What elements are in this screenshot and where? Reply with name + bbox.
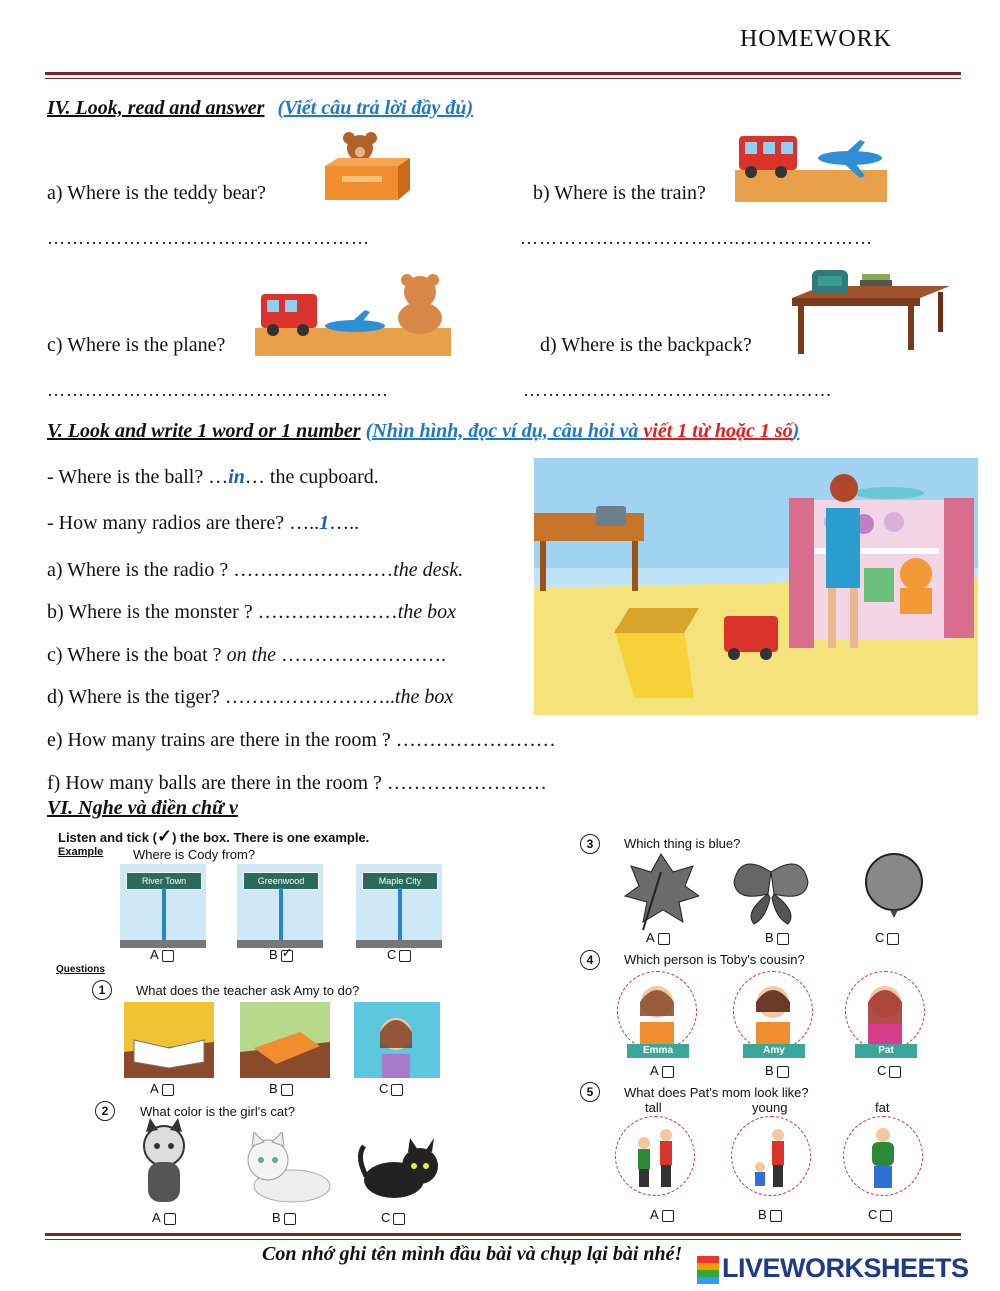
section5-example-1 xyxy=(47,466,379,489)
option-letter: A xyxy=(650,1063,659,1078)
option-letter: A xyxy=(646,930,655,945)
liveworksheets-brand[interactable]: LIVEWORKSHEETS xyxy=(722,1253,969,1283)
checkbox[interactable] xyxy=(281,1084,293,1096)
option-letter: A xyxy=(152,1210,161,1225)
young-person-image xyxy=(731,1116,811,1196)
section4-note: (Viết câu trả lời đầy đủ) xyxy=(277,97,474,119)
q6-5-text: What does Pat's mom look like? xyxy=(624,1085,809,1100)
word-young: young xyxy=(752,1100,788,1115)
option-letter: B xyxy=(765,1063,774,1078)
example2-answer: 1 xyxy=(319,512,330,534)
leaf-image xyxy=(623,852,699,932)
q6-5-option-c[interactable] xyxy=(868,1207,892,1222)
example-option-a[interactable] xyxy=(150,947,174,962)
checkbox[interactable] xyxy=(777,933,789,945)
section6-title: VI. Nghe và điền chữ v xyxy=(47,797,238,819)
sign-b xyxy=(237,864,323,948)
option-letter: A xyxy=(150,1081,159,1096)
page-header-title: HOMEWORK xyxy=(740,26,892,52)
q5c-text: c) Where is the boat ? xyxy=(47,644,227,666)
option-letter: C xyxy=(875,930,885,945)
checkbox[interactable] xyxy=(662,1210,674,1222)
q5f[interactable]: f) How many balls are there in the room ? …………………… xyxy=(47,772,547,794)
q6-1-option-c[interactable] xyxy=(379,1081,403,1096)
q6-4-option-a[interactable] xyxy=(650,1063,674,1078)
liveworksheets-logo-icon xyxy=(697,1256,719,1284)
checkbox[interactable] xyxy=(777,1066,789,1078)
tick-icon: ✓ xyxy=(281,944,293,960)
fat-person-image xyxy=(843,1116,923,1196)
black-cat-image xyxy=(356,1136,448,1208)
section5-example-2 xyxy=(47,512,359,535)
q6-3-option-b[interactable] xyxy=(765,930,789,945)
section5-heading xyxy=(47,420,799,443)
q5a-text: a) Where is the radio ? …………………… xyxy=(47,559,394,581)
option-letter: A xyxy=(150,947,159,962)
plane-train-teddy-image xyxy=(255,270,451,356)
q6-3-text: Which thing is blue? xyxy=(624,836,741,851)
teddy-in-box-image xyxy=(320,130,415,202)
section6-instruction xyxy=(58,826,369,847)
q6-1-option-b[interactable] xyxy=(269,1081,293,1096)
option-letter: B xyxy=(269,1081,278,1096)
q6-5-option-b[interactable] xyxy=(758,1207,782,1222)
q4c-text: c) Where is the plane? xyxy=(47,334,226,356)
section5-note-b: viết 1 từ hoặc 1 số xyxy=(643,420,793,442)
amy-label: Amy xyxy=(743,1044,805,1058)
checkbox-checked[interactable] xyxy=(281,944,293,962)
q6-4-option-c[interactable] xyxy=(877,1063,901,1078)
sign-c-label: Maple City xyxy=(362,872,438,890)
q5d-tail: the box xyxy=(394,686,454,708)
q4a-text: a) Where is the teddy bear? xyxy=(47,182,266,204)
q6-5-option-a[interactable] xyxy=(650,1207,674,1222)
option-letter: B xyxy=(765,930,774,945)
amy-portrait xyxy=(733,971,813,1051)
checkbox[interactable] xyxy=(887,933,899,945)
question-number-4: 4 xyxy=(580,950,600,970)
checkbox[interactable] xyxy=(662,1066,674,1078)
q6-1-option-a[interactable] xyxy=(150,1081,174,1096)
q5b[interactable] xyxy=(47,601,456,624)
sign-c xyxy=(356,864,442,948)
q5c-mid: on the xyxy=(226,644,276,666)
open-book-image xyxy=(124,1002,214,1078)
question-number-1: 1 xyxy=(92,980,112,1000)
q5d[interactable] xyxy=(47,686,453,709)
sign-c-pole xyxy=(398,888,402,940)
person-icon xyxy=(732,1117,810,1195)
sign-a-label: River Town xyxy=(126,872,202,890)
checkbox[interactable] xyxy=(162,950,174,962)
section5-note-c: ) xyxy=(792,420,800,442)
q4b-answer-line[interactable]: ……………………………..………………… xyxy=(520,228,873,248)
q5a-tail: the desk. xyxy=(393,559,464,581)
instruction-text: Listen and tick ( xyxy=(58,830,157,845)
example1-tail: … the cupboard. xyxy=(244,466,379,488)
section5-note-a: (Nhìn hình, đọc ví dụ, câu hỏi và xyxy=(365,420,644,442)
q5e[interactable]: e) How many trains are there in the room ? …………………… xyxy=(47,729,556,751)
tick-icon: ✓ xyxy=(156,826,173,846)
option-letter: C xyxy=(381,1210,391,1225)
example-label: Example xyxy=(58,846,104,858)
question-number-2: 2 xyxy=(95,1101,115,1121)
checkbox[interactable] xyxy=(658,933,670,945)
footer-note: Con nhớ ghi tên mình đầu bài và chụp lại bài nhé! xyxy=(262,1243,683,1265)
checkbox[interactable] xyxy=(164,1213,176,1225)
q6-2-option-c[interactable] xyxy=(381,1210,405,1225)
q4d-answer-line[interactable]: ………………………….……………… xyxy=(523,380,833,400)
person-icon xyxy=(844,1117,922,1195)
option-letter: C xyxy=(379,1081,389,1096)
room-picture xyxy=(534,458,978,715)
questions-label: Questions xyxy=(56,964,105,975)
sign-b-pole xyxy=(279,888,283,940)
top-rule-thin xyxy=(45,78,961,79)
sign-a-pole xyxy=(162,888,166,940)
sign-a xyxy=(120,864,206,948)
q6-2-text: What color is the girl's cat? xyxy=(140,1104,295,1119)
q6-3-option-a[interactable] xyxy=(646,930,670,945)
checkbox[interactable] xyxy=(162,1084,174,1096)
checkbox[interactable] xyxy=(880,1210,892,1222)
option-letter: B xyxy=(269,947,278,962)
tall-person-image xyxy=(615,1116,695,1196)
closed-book-image xyxy=(240,1002,330,1078)
option-letter: B xyxy=(272,1210,281,1225)
emma-portrait xyxy=(617,971,697,1051)
checkbox[interactable] xyxy=(284,1213,296,1225)
q4a-answer-line[interactable]: …………………………………………… xyxy=(47,228,370,248)
section4-heading xyxy=(47,97,473,120)
girl-portrait-icon xyxy=(734,972,812,1050)
bottom-rule-thin xyxy=(45,1239,961,1240)
pat-portrait xyxy=(845,971,925,1051)
q5c-dots: ……………………. xyxy=(276,644,446,666)
sign-b-label: Greenwood xyxy=(243,872,319,890)
word-fat: fat xyxy=(875,1100,890,1115)
q5b-text: b) Where is the monster ? ………………… xyxy=(47,601,398,623)
instruction-text-2: ) the box. There is one example. xyxy=(172,830,370,845)
white-cat-image xyxy=(236,1132,332,1206)
bottom-rule xyxy=(45,1233,961,1236)
backpack-table-image xyxy=(790,268,952,356)
person-icon xyxy=(616,1117,694,1195)
q6-2-option-b[interactable] xyxy=(272,1210,296,1225)
checkbox[interactable] xyxy=(889,1066,901,1078)
train-plane-image xyxy=(735,130,887,202)
option-letter: C xyxy=(868,1207,878,1222)
question-number-5: 5 xyxy=(580,1082,600,1102)
q4d-text: d) Where is the backpack? xyxy=(540,334,752,356)
checkbox[interactable] xyxy=(770,1210,782,1222)
question-number-3: 3 xyxy=(580,834,600,854)
q5c[interactable] xyxy=(47,644,446,667)
example-option-c[interactable] xyxy=(387,947,411,962)
example-option-b[interactable] xyxy=(269,944,293,962)
girl-portrait-icon xyxy=(618,972,696,1050)
checkbox[interactable] xyxy=(391,1084,403,1096)
example1-text: - Where is the ball? … xyxy=(47,466,229,488)
q6-1-text: What does the teacher ask Amy to do? xyxy=(136,983,360,998)
section4-title: IV. Look, read and answer xyxy=(47,97,265,119)
q4b-text: b) Where is the train? xyxy=(533,182,706,204)
woman-portrait-icon xyxy=(846,972,924,1050)
q5b-tail: the box xyxy=(397,601,456,623)
q4c-answer-line[interactable]: ……………………………………………… xyxy=(47,380,389,400)
example2-tail: ….. xyxy=(329,512,360,534)
q6-2-option-a[interactable] xyxy=(152,1210,176,1225)
balloon-image xyxy=(862,852,926,926)
emma-label: Emma xyxy=(627,1044,689,1058)
option-letter: B xyxy=(758,1207,767,1222)
checkbox[interactable] xyxy=(393,1213,405,1225)
q6-3-option-c[interactable] xyxy=(875,930,899,945)
q6-4-text: Which person is Toby's cousin? xyxy=(624,952,805,967)
q6-4-option-b[interactable] xyxy=(765,1063,789,1078)
section5-title: V. Look and write 1 word or 1 number xyxy=(47,420,361,442)
girl-singing-image xyxy=(354,1002,440,1078)
example-question: Where is Cody from? xyxy=(133,847,256,862)
butterfly-image xyxy=(730,852,812,926)
word-tall: tall xyxy=(645,1100,662,1115)
q5d-text: d) Where is the tiger? …………………….. xyxy=(47,686,395,708)
top-rule xyxy=(45,72,961,75)
pat-label: Pat xyxy=(855,1044,917,1058)
option-letter: C xyxy=(387,947,397,962)
option-letter: C xyxy=(877,1063,887,1078)
q5a[interactable] xyxy=(47,559,463,582)
striped-cat-image xyxy=(128,1118,200,1208)
option-letter: A xyxy=(650,1207,659,1222)
example1-answer: in xyxy=(228,466,245,488)
example2-text: - How many radios are there? ….. xyxy=(47,512,320,534)
checkbox[interactable] xyxy=(399,950,411,962)
